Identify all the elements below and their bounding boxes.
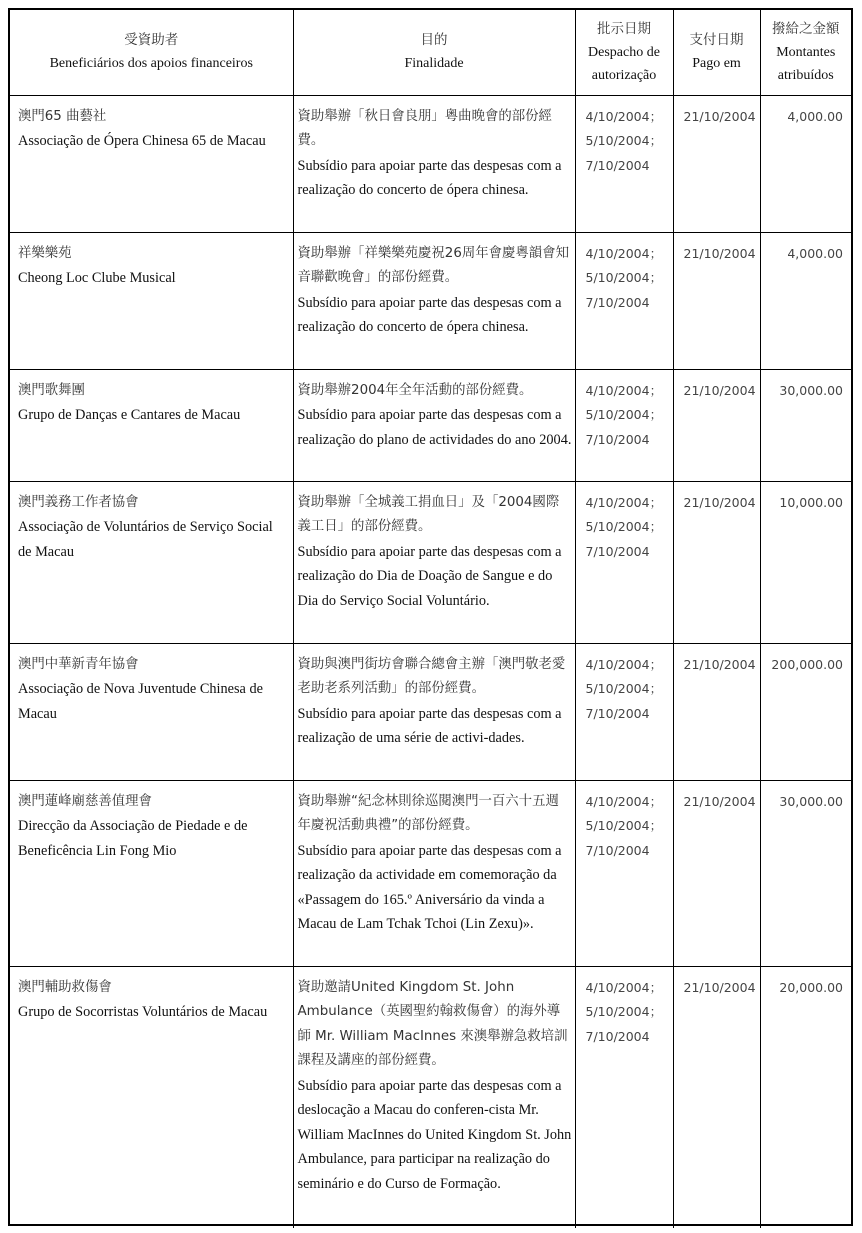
beneficiary-cell [10, 966, 293, 1228]
authorization-date: 7/10/2004 [585, 1028, 650, 1044]
beneficiary-pt: Grupo de Socorristas Voluntários de Macau [18, 1004, 268, 1020]
header-beneficiary [10, 10, 293, 95]
beneficiary-cell [10, 95, 293, 232]
authorization-date: 5/10/2004； [585, 818, 663, 833]
beneficiary-zh: 澳門65 曲藝社 [18, 108, 107, 124]
beneficiary-zh: 祥樂樂苑 [18, 245, 72, 261]
header-beneficiary-pt: Beneficiários dos apoios financeiros [49, 56, 253, 72]
header-paid-date-pt: Pago em [692, 56, 741, 72]
paid-date-cell [673, 232, 760, 369]
authorization-dates-cell [575, 780, 673, 966]
header-paid-date [673, 10, 760, 95]
paid-date: 21/10/2004 [683, 245, 756, 261]
purpose-cell [293, 643, 575, 780]
authorization-dates-cell [575, 966, 673, 1228]
beneficiary-pt: Direcção da Associação de Piedade e de Beneficência Lin Fong Mio [18, 818, 248, 859]
authorization-date: 7/10/2004 [585, 294, 650, 310]
purpose-zh: 資助舉辦2004年全年活動的部份經費。 [297, 382, 533, 398]
amount-cell [760, 966, 851, 1228]
subsidy-table [10, 10, 851, 1228]
authorization-date: 4/10/2004； [585, 494, 663, 510]
authorization-date: 7/10/2004 [585, 543, 650, 559]
authorization-date: 4/10/2004； [585, 382, 663, 398]
authorization-date: 7/10/2004 [585, 157, 650, 173]
paid-date: 21/10/2004 [683, 494, 756, 510]
purpose-cell [293, 780, 575, 966]
paid-date-cell [673, 95, 760, 232]
purpose-zh: 資助舉辦「全城義工捐血日」及「2004國際義工日」的部份經費。 [297, 494, 560, 534]
paid-date: 21/10/2004 [683, 656, 756, 672]
header-amount [760, 10, 851, 95]
purpose-cell [293, 481, 575, 643]
authorization-date: 5/10/2004； [585, 681, 663, 696]
authorization-date: 7/10/2004 [585, 431, 650, 447]
header-authorization-date-pt: Despacho de autorização [588, 44, 660, 83]
amount-value: 30,000.00 [779, 382, 843, 398]
authorization-date: 4/10/2004； [585, 245, 663, 261]
amount-cell [760, 232, 851, 369]
beneficiary-cell [10, 643, 293, 780]
table-row [10, 780, 851, 966]
purpose-zh: 資助與澳門街坊會聯合總會主辦「澳門敬老愛老助老系列活動」的部份經費。 [297, 656, 566, 696]
paid-date: 21/10/2004 [683, 108, 756, 124]
purpose-cell [293, 966, 575, 1228]
header-row [10, 10, 851, 95]
authorization-date: 4/10/2004； [585, 793, 663, 809]
authorization-date: 5/10/2004； [585, 1004, 663, 1019]
table-row [10, 481, 851, 643]
beneficiary-cell [10, 232, 293, 369]
beneficiary-zh: 澳門中華新青年協會 [18, 656, 139, 672]
purpose-pt: Subsídio para apoiar parte das despesas com a realização do concerto de ópera chinesa. [297, 294, 562, 335]
paid-date: 21/10/2004 [683, 382, 756, 398]
table-row [10, 232, 851, 369]
authorization-date: 7/10/2004 [585, 705, 650, 721]
paid-date-cell [673, 966, 760, 1228]
amount-value: 4,000.00 [787, 245, 843, 261]
header-amount-zh: 撥給之金額 [772, 20, 840, 37]
amount-cell [760, 95, 851, 232]
purpose-zh: 資助舉辦「祥樂樂苑慶祝26周年會慶粵韻會知音聯歡晚會」的部份經費。 [297, 245, 569, 285]
amount-value: 20,000.00 [779, 979, 843, 995]
purpose-zh: 資助邀請United Kingdom St. John Ambulance（英國聖約翰救傷會）的海外導師 Mr. William MacInnes 來澳舉辦急救培訓課程及講座的部份經費。 [297, 979, 568, 1068]
purpose-pt: Subsídio para apoiar parte das despesas com a realização de uma série de activi-dades. [297, 705, 562, 746]
amount-value: 4,000.00 [787, 108, 843, 124]
beneficiary-pt: Associação de Ópera Chinesa 65 de Macau [18, 133, 266, 149]
authorization-date: 4/10/2004； [585, 656, 663, 672]
paid-date: 21/10/2004 [683, 979, 756, 995]
authorization-date: 5/10/2004； [585, 519, 663, 534]
purpose-zh: 資助舉辦「秋日會良朋」粵曲晚會的部份經費。 [297, 108, 552, 148]
authorization-dates-cell [575, 95, 673, 232]
paid-date-cell [673, 643, 760, 780]
table-row [10, 643, 851, 780]
amount-cell [760, 369, 851, 481]
purpose-pt: Subsídio para apoiar parte das despesas com a realização da actividade em comemoração da «Passagem do 165.º Aniversário da vinda a Macau de Lam Tchak Tchoi (Lin Zexu)». [297, 842, 562, 932]
header-purpose [293, 10, 575, 95]
amount-cell [760, 643, 851, 780]
amount-value: 10,000.00 [779, 494, 843, 510]
amount-cell [760, 481, 851, 643]
beneficiary-cell [10, 481, 293, 643]
header-paid-date-zh: 支付日期 [689, 32, 744, 49]
purpose-pt: Subsídio para apoiar parte das despesas com a deslocação a Macau do conferen-cista Mr. William MacInnes do United Kingdom St. John Ambulance, para participar na realização do seminário e do Curso de Formação. [297, 1077, 572, 1192]
beneficiary-pt: Grupo de Danças e Cantares de Macau [18, 407, 241, 423]
amount-cell [760, 780, 851, 966]
beneficiary-zh: 澳門歌舞團 [18, 382, 85, 398]
paid-date-cell [673, 481, 760, 643]
header-amount-pt: Montantes atribuídos [776, 44, 836, 83]
header-authorization-date-zh: 批示日期 [597, 20, 651, 37]
paid-date: 21/10/2004 [683, 793, 756, 809]
beneficiary-cell [10, 369, 293, 481]
header-beneficiary-zh: 受資助者 [124, 32, 179, 49]
authorization-date: 5/10/2004； [585, 270, 663, 285]
paid-date-cell [673, 369, 760, 481]
authorization-date: 4/10/2004； [585, 108, 663, 124]
purpose-pt: Subsídio para apoiar parte das despesas com a realização do Dia de Doação de Sangue e do Dia do Serviço Social Voluntário. [297, 543, 562, 609]
purpose-cell [293, 232, 575, 369]
authorization-dates-cell [575, 232, 673, 369]
table-row [10, 369, 851, 481]
purpose-cell [293, 369, 575, 481]
authorization-date: 5/10/2004； [585, 407, 663, 422]
authorization-dates-cell [575, 369, 673, 481]
table-row [10, 95, 851, 232]
authorization-date: 4/10/2004； [585, 979, 663, 995]
amount-value: 200,000.00 [771, 656, 843, 672]
beneficiary-zh: 澳門義務工作者協會 [18, 494, 139, 510]
authorization-dates-cell [575, 481, 673, 643]
beneficiary-pt: Cheong Loc Clube Musical [18, 270, 176, 286]
purpose-cell [293, 95, 575, 232]
authorization-date: 5/10/2004； [585, 133, 663, 148]
authorization-dates-cell [575, 643, 673, 780]
beneficiary-pt: Associação de Voluntários de Serviço Social de Macau [18, 519, 273, 560]
beneficiary-pt: Associação de Nova Juventude Chinesa de Macau [18, 681, 263, 722]
purpose-zh: 資助舉辦“紀念林則徐巡閱澳門一百六十五週年慶祝活動典禮”的部份經費。 [297, 793, 559, 833]
table-row [10, 966, 851, 1228]
paid-date-cell [673, 780, 760, 966]
header-authorization-date [575, 10, 673, 95]
beneficiary-zh: 澳門輔助救傷會 [18, 979, 112, 995]
purpose-pt: Subsídio para apoiar parte das despesas com a realização do concerto de ópera chinesa. [297, 157, 562, 198]
authorization-date: 7/10/2004 [585, 842, 650, 858]
subsidy-document [8, 8, 853, 1226]
purpose-pt: Subsídio para apoiar parte das despesas com a realização do plano de actividades do ano 2004. [297, 407, 572, 448]
header-purpose-zh: 目的 [420, 32, 448, 49]
amount-value: 30,000.00 [779, 793, 843, 809]
beneficiary-cell [10, 780, 293, 966]
header-purpose-pt: Finalidade [404, 56, 464, 72]
beneficiary-zh: 澳門蓮峰廟慈善值理會 [18, 793, 152, 809]
